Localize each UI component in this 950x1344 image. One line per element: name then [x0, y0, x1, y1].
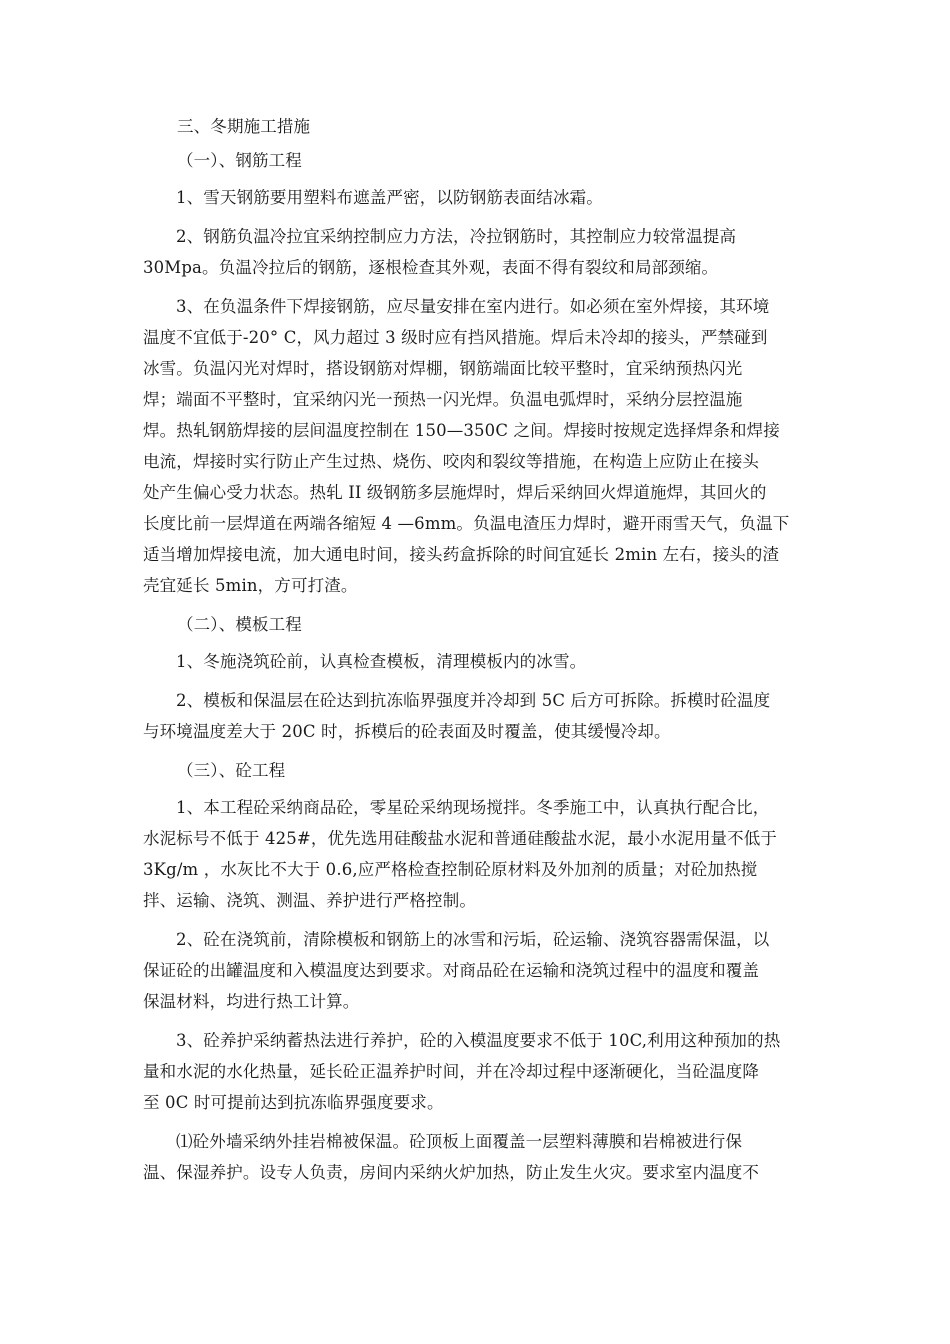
paragraph: [143, 685, 825, 747]
paragraph-line: 3Kg/m ，水灰比不大于 0.6,应严格检查控制砼原材料及外加剂的质量；对砼加热搅: [143, 860, 758, 879]
document-body: [143, 111, 825, 1196]
paragraph-line: 2、砼在浇筑前，清除模板和钢筋上的冰雪和污垢，砼运输、浇筑容器需保温，以: [176, 930, 770, 949]
paragraph-line: 量和水泥的水化热量，延长砼正温养护时间，并在冷却过程中逐渐硬化，当砼温度降: [143, 1062, 760, 1081]
paragraph-line: 保温材料，均进行热工计算。: [143, 992, 360, 1011]
paragraph-line: 温度不宜低于-20° C，风力超过 3 级时应有挡风措施。焊后未冷却的接头，严禁碰到: [143, 328, 768, 347]
paragraph-line: 冰雪。负温闪光对焊时，搭设钢筋对焊棚，钢筋端面比较平整时，宜采纳预热闪光: [143, 359, 743, 378]
paragraph-line: 长度比前一层焊道在两端各缩短 4 —6mm。负温电渣压力焊时，避开雨雪天气，负温下: [143, 514, 790, 533]
subsection-heading-formwork: （二）、模板工程: [177, 615, 302, 634]
paragraph-line: 温、保湿养护。设专人负责，房间内采纳火炉加热，防止发生火灾。要求室内温度不: [143, 1163, 760, 1182]
paragraph: [143, 182, 825, 213]
paragraph-line: 30Mpa。负温冷拉后的钢筋，逐根检查其外观，表面不得有裂纹和局部颈缩。: [143, 258, 719, 277]
paragraph: [143, 1126, 825, 1188]
paragraph-line: 壳宜延长 5min，方可打渣。: [143, 576, 358, 595]
paragraph-line: 3、砼养护采纳蓄热法进行养护，砼的入模温度要求不低于 10C,利用这种预加的热: [176, 1031, 781, 1050]
paragraph-line: 3、在负温条件下焊接钢筋，应尽量安排在室内进行。如必须在室外焊接，其环境: [176, 297, 770, 316]
subsection-heading-steel: （一）、钢筋工程: [177, 151, 302, 170]
paragraph-line: 保证砼的出罐温度和入模温度达到要求。对商品砼在运输和浇筑过程中的温度和覆盖: [143, 961, 760, 980]
paragraph-line: 拌、运输、浇筑、测温、养护进行严格控制。: [143, 891, 476, 910]
section-title: 三、冬期施工措施: [177, 117, 311, 136]
paragraph-line: 焊。热轧钢筋焊接的层间温度控制在 150—350C 之间。焊接时按规定选择焊条和焊接: [143, 421, 780, 440]
paragraph: [143, 1025, 825, 1118]
paragraph-line: 2、模板和保温层在砼达到抗冻临界强度并冷却到 5C 后方可拆除。拆模时砼温度: [176, 691, 771, 710]
paragraph-line: 电流，焊接时实行防止产生过热、烧伤、咬肉和裂纹等措施，在构造上应防止在接头: [143, 452, 760, 471]
paragraph-line: 1、雪天钢筋要用塑料布遮盖严密，以防钢筋表面结冰霜。: [176, 188, 603, 207]
paragraph-line: 与环境温度差大于 20C 时，拆模后的砼表面及时覆盖，使其缓慢冷却。: [143, 722, 671, 741]
paragraph-line: 2、钢筋负温冷拉宜采纳控制应力方法，冷拉钢筋时，其控制应力较常温提高: [176, 227, 737, 246]
paragraph-line: 至 0C 时可提前达到抗冻临界强度要求。: [143, 1093, 444, 1112]
paragraph-line: 1、冬施浇筑砼前，认真检查模板，清理模板内的冰雪。: [176, 652, 587, 671]
paragraph-line: 处产生偏心受力状态。热轧 II 级钢筋多层施焊时，焊后采纳回火焊道施焊，其回火的: [143, 483, 767, 502]
paragraph: [143, 221, 825, 283]
paragraph-line: 焊；端面不平整时，宜采纳闪光一预热一闪光焊。负温电弧焊时，采纳分层控温施: [143, 390, 743, 409]
paragraph: [143, 792, 825, 916]
subsection-heading-concrete: （三）、砼工程: [177, 761, 286, 780]
paragraph-line: ⑴砼外墙采纳外挂岩棉被保温。砼顶板上面覆盖一层塑料薄膜和岩棉被进行保: [176, 1132, 743, 1151]
paragraph: [143, 924, 825, 1017]
paragraph-line: 适当增加焊接电流，加大通电时间，接头药盒拆除的时间宜延长 2min 左右，接头的渣: [143, 545, 780, 564]
paragraph: [143, 291, 825, 601]
paragraph: [143, 646, 825, 677]
paragraph-line: 1、本工程砼采纳商品砼，零星砼采纳现场搅拌。冬季施工中，认真执行配合比，: [176, 798, 770, 817]
paragraph-line: 水泥标号不低于 425#，优先选用硅酸盐水泥和普通硅酸盐水泥，最小水泥用量不低于: [143, 829, 778, 848]
